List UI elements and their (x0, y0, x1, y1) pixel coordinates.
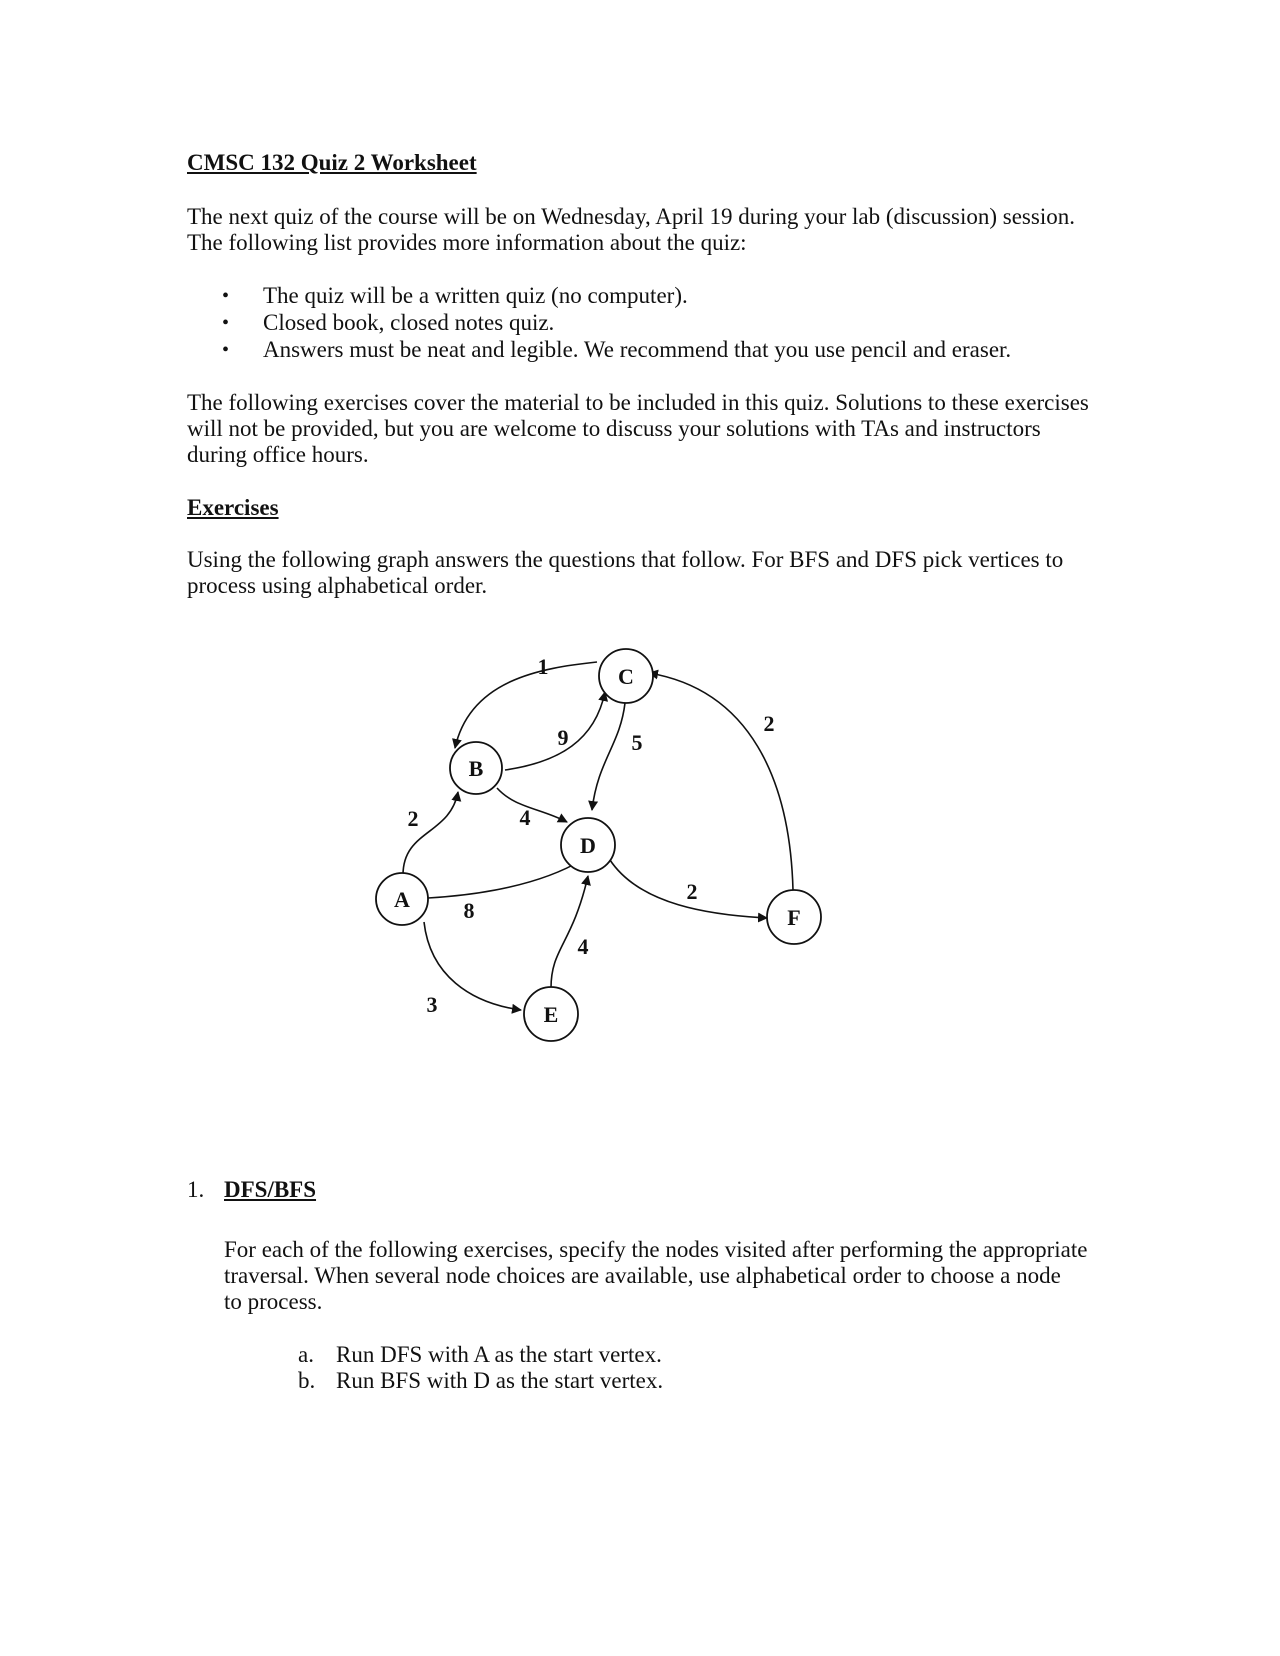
edge-weight: 4 (577, 934, 589, 959)
edge-b-d (497, 788, 567, 822)
question-desc-line-3: to process. (224, 1289, 323, 1314)
node-label: F (787, 905, 801, 930)
node-label: E (543, 1002, 559, 1027)
item-marker: b. (298, 1368, 316, 1393)
edge-weight: 2 (407, 806, 419, 831)
edge-weight: 4 (519, 805, 531, 830)
coverage-line-2: will not be provided, but you are welcome to discuss your solutions with TAs and instructors (187, 416, 1041, 441)
intro-line-1: The next quiz of the course will be on Wednesday, April 19 during your lab (discussion) session. (187, 204, 1075, 229)
list-item: Run DFS with A as the start vertex. (336, 1342, 662, 1367)
node-label: A (394, 887, 410, 912)
question-number: 1. (187, 1177, 205, 1202)
edge-weight: 3 (426, 992, 438, 1017)
edge-c-b (455, 662, 597, 748)
list-item: The quiz will be a written quiz (no computer). (263, 283, 688, 308)
bullet-icon: • (222, 285, 230, 307)
intro-line-2: The following list provides more information about the quiz: (187, 230, 747, 255)
edge-a-b (403, 792, 458, 875)
coverage-line-1: The following exercises cover the material to be included in this quiz. Solutions to these exercises (187, 390, 1089, 415)
edge-c-d (592, 703, 625, 810)
question-desc-line-1: For each of the following exercises, specify the nodes visited after performing the appropriate (224, 1237, 1088, 1262)
list-item: Answers must be neat and legible. We recommend that you use pencil and eraser. (263, 337, 1012, 362)
edge-e-d (551, 876, 588, 988)
edge-weight: 8 (463, 898, 475, 923)
edge-weight: 2 (686, 879, 698, 904)
list-item: Run BFS with D as the start vertex. (336, 1368, 664, 1393)
question-heading: DFS/BFS (224, 1177, 317, 1202)
question-desc-line-2: traversal. When several node choices are available, use alphabetical order to choose a node (224, 1263, 1061, 1288)
page-title: CMSC 132 Quiz 2 Worksheet (187, 150, 477, 175)
coverage-line-3: during office hours. (187, 442, 369, 467)
graph-intro-line-2: process using alphabetical order. (187, 573, 488, 598)
node-label: D (580, 833, 596, 858)
exercises-heading: Exercises (187, 495, 279, 520)
node-label: B (468, 756, 484, 781)
edge-b-c (505, 692, 605, 770)
edge-a-e (424, 922, 521, 1010)
edge-a-d (428, 860, 582, 898)
edge-weight: 5 (631, 730, 643, 755)
edge-weight: 1 (537, 654, 549, 679)
edge-weight: 9 (557, 725, 569, 750)
item-marker: a. (298, 1342, 314, 1367)
node-label: C (618, 664, 634, 689)
edge-f-c (649, 673, 793, 890)
graph-intro-line-1: Using the following graph answers the questions that follow. For BFS and DFS pick vertices to (187, 547, 1064, 572)
bullet-icon: • (222, 312, 230, 334)
edge-weight: 2 (763, 711, 775, 736)
bullet-icon: • (222, 339, 230, 361)
list-item: Closed book, closed notes quiz. (263, 310, 555, 335)
